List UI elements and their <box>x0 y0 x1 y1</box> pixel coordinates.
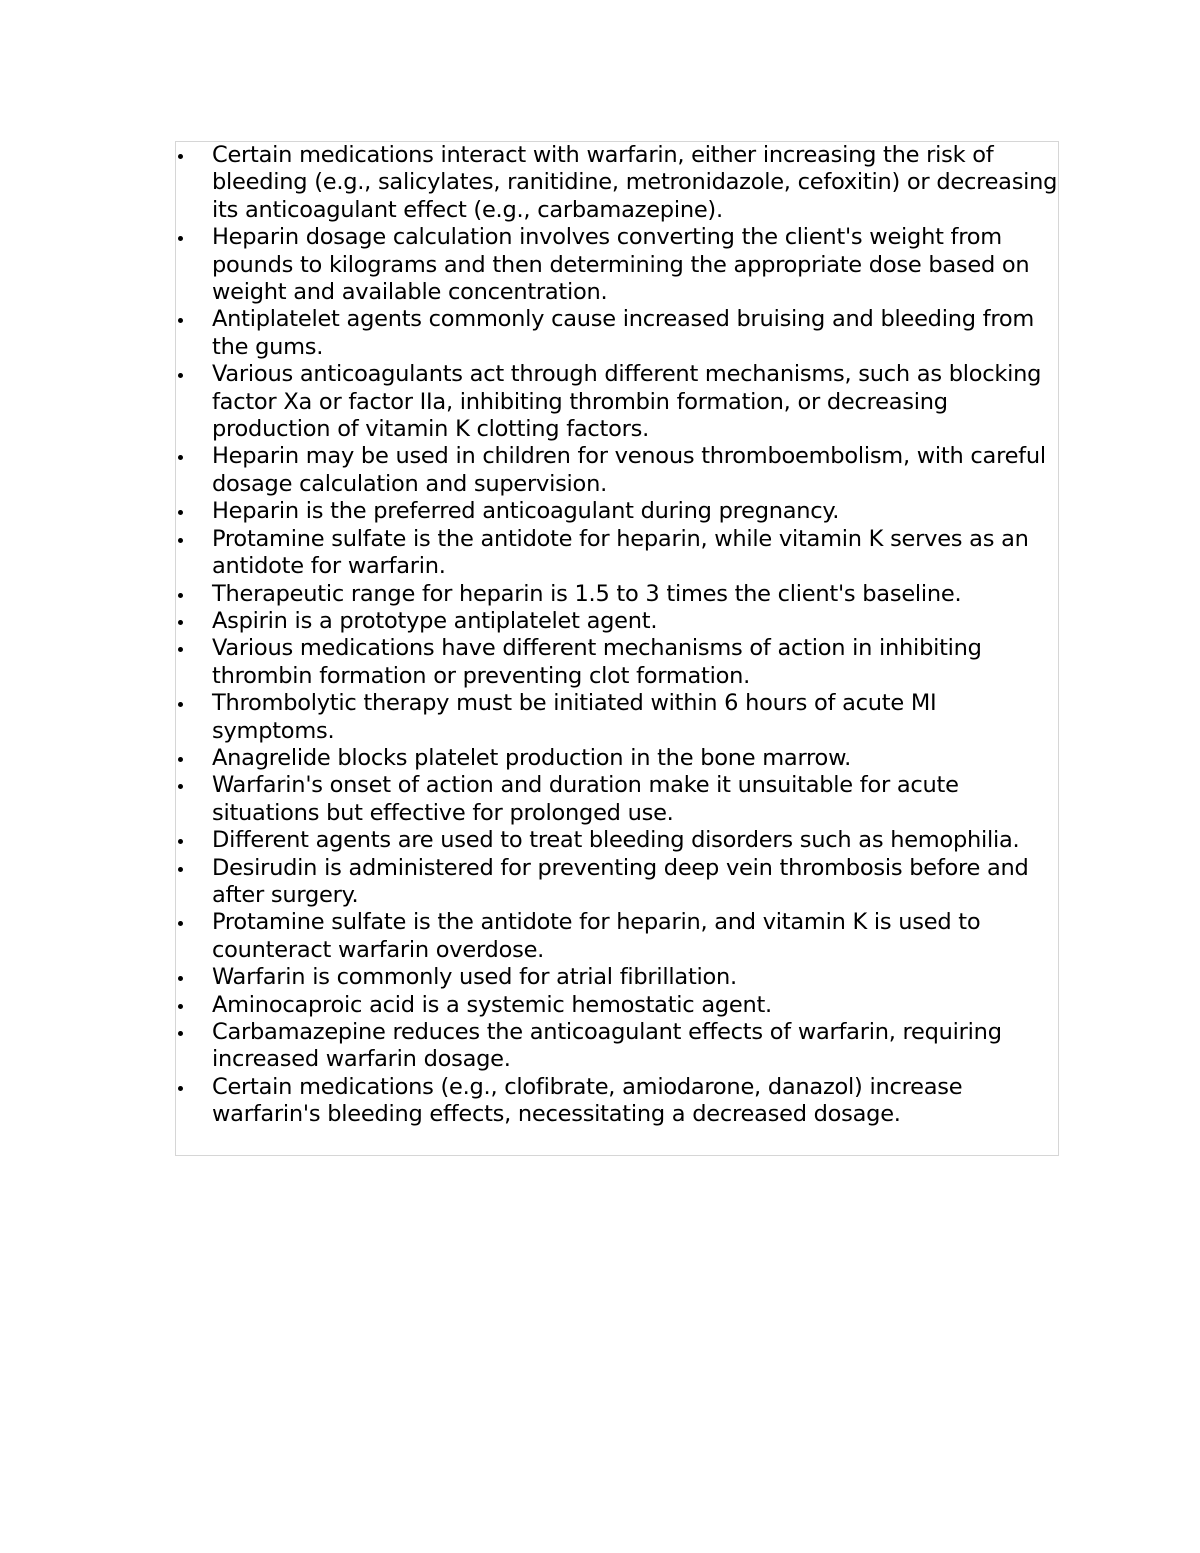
list-item: Protamine sulfate is the antidote for heparin, and vitamin K is used to counteract warfarin overdose. <box>176 909 1059 964</box>
list-item: Heparin dosage calculation involves converting the client's weight from pounds to kilograms and then determining the appropriate dose based on weight and available concentration. <box>176 224 1059 306</box>
list-item: Various medications have different mechanisms of action in inhibiting thrombin formation or preventing clot formation. <box>176 635 1059 690</box>
list-item: Warfarin is commonly used for atrial fibrillation. <box>176 964 1059 991</box>
bullet-list <box>176 142 1059 1129</box>
list-item: Warfarin's onset of action and duration make it unsuitable for acute situations but effective for prolonged use. <box>176 772 1059 827</box>
list-item: Different agents are used to treat bleeding disorders such as hemophilia. <box>176 827 1059 854</box>
list-item: Desirudin is administered for preventing deep vein thrombosis before and after surgery. <box>176 855 1059 910</box>
list-item: Protamine sulfate is the antidote for heparin, while vitamin K serves as an antidote for warfarin. <box>176 526 1059 581</box>
list-item: Heparin is the preferred anticoagulant during pregnancy. <box>176 498 1059 525</box>
list-item: Antiplatelet agents commonly cause increased bruising and bleeding from the gums. <box>176 306 1059 361</box>
list-item: Carbamazepine reduces the anticoagulant effects of warfarin, requiring increased warfarin dosage. <box>176 1019 1059 1074</box>
document-content-box <box>175 141 1059 1156</box>
list-item: Heparin may be used in children for venous thromboembolism, with careful dosage calculation and supervision. <box>176 443 1059 498</box>
list-item: Aminocaproic acid is a systemic hemostatic agent. <box>176 992 1059 1019</box>
bullet-list-wrapper <box>176 142 1059 1128</box>
list-item: Thrombolytic therapy must be initiated within 6 hours of acute MI symptoms. <box>176 690 1059 745</box>
list-item: Certain medications (e.g., clofibrate, amiodarone, danazol) increase warfarin's bleeding effects, necessitating a decreased dosage. <box>176 1074 1059 1129</box>
list-item: Anagrelide blocks platelet production in the bone marrow. <box>176 745 1059 772</box>
list-item: Therapeutic range for heparin is 1.5 to 3 times the client's baseline. <box>176 581 1059 608</box>
list-item: Various anticoagulants act through different mechanisms, such as blocking factor Xa or factor IIa, inhibiting thrombin formation, or decreasing production of vitamin K clotting factors. <box>176 361 1059 443</box>
list-item: Aspirin is a prototype antiplatelet agent. <box>176 608 1059 635</box>
list-item: Certain medications interact with warfarin, either increasing the risk of bleeding (e.g., salicylates, ranitidine, metronidazole, cefoxitin) or decreasing its anticoagulant effect (e.g., carbamazepine). <box>176 142 1059 224</box>
